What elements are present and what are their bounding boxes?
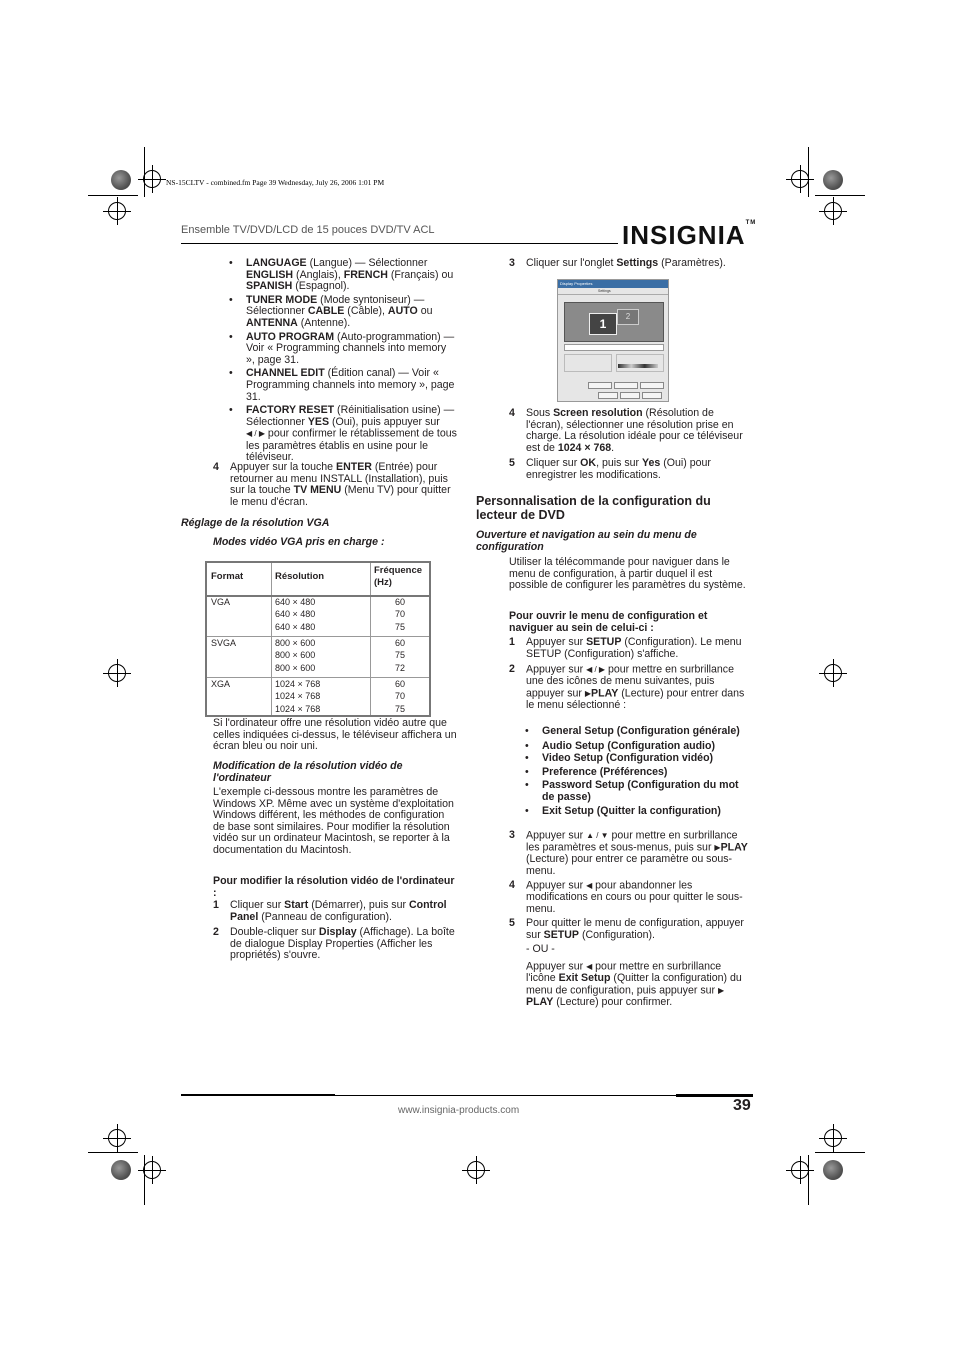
table-cell: 60 70 75 [395,597,406,632]
registration-mark [791,1161,809,1179]
play-icon: ▶ [584,688,592,698]
right-d6: Appuyer sur ◀ pour mettre en surbrillance l'icône Exit Setup (Quitter la configuration) du menu de configuration, puis appuyer sur ▶PLAY (Lecture) pour confirmer. [526,960,742,1008]
insignia-logo: INSIGNIA™ [622,220,757,250]
color-target [823,1160,843,1180]
color-target [823,170,843,190]
color-target [111,1160,131,1180]
left-step-1: 1 Cliquer sur Start (Démarrer), puis sur Control Panel (Panneau de configuration). [213,899,447,923]
list-item: • Preference (Préférences) [525,767,749,779]
registration-mark [108,202,126,220]
page-number: 39 [733,1097,751,1114]
footer-url: www.insignia-products.com [398,1105,520,1116]
paragraph: L'exemple ci-dessous montre les paramètres de Windows XP. Même avec un système d'exploitation Windows différent, les méthodes de configuration de base sont similaires. Pour modifier la résolution vidéo sur un ordinateur Macintosh, se reporter à la documentation du Macintosh. [213,786,454,856]
right-step-4: 4 Sous Screen resolution (Résolution de l'écran), sélectionner une résolution prise en charge. La résolution idéale pour ce téléviseur est de 1024 × 768. [509,407,743,454]
left-right-arrow-icon: ◀ / ▶ [586,665,606,674]
header-title: Ensemble TV/DVD/LCD de 15 pouces DVD/TV ACL [181,224,435,236]
left-arrow-icon: ◀ [586,881,593,890]
left-step-2: 2 Double-cliquer sur Display (Affichage). La boîte de dialogue Display Properties (Afficher les propriétés) s'ouvre. [213,926,455,962]
list-item: • CHANNEL EDIT (Édition canal) — Voir « Programming channels into memory », page 31. [229,368,457,403]
table-cell: 1024 × 768 1024 × 768 1024 × 768 [275,679,321,714]
list-item: • TUNER MODE (Mode syntoniseur) — Sélectionner CABLE (Câble), AUTO ou ANTENNA (Antenne). [229,295,457,330]
table-cell: 60 75 72 [395,638,406,673]
left-arrow-icon: ◀ [586,962,593,971]
list-item: • Audio Setup (Configuration audio) [525,741,749,753]
file-info: NS-15CLTV - combined.fm Page 39 Wednesday, July 26, 2006 1:01 PM [166,178,385,187]
list-item: • Video Setup (Configuration vidéo) [525,753,749,765]
registration-mark [791,170,809,188]
list-item: • LANGUAGE (Langue) — Sélectionner ENGLISH (Anglais), FRENCH (Français) ou SPANISH (Espagnol). [229,258,457,293]
monitor-2: 2 [617,309,639,325]
registration-mark [143,170,161,188]
table-header: Format [211,571,244,582]
registration-mark [824,202,842,220]
list-item: • AUTO PROGRAM (Auto-programmation) — Voir « Programming channels into memory », page 31. [229,332,457,367]
registration-mark [108,664,126,682]
left-step-4: 4 Appuyer sur la touche ENTER (Entrée) pour retourner au menu INSTALL (Installation), puis sur la touche TV MENU (Menu TV) pour quitter le menu d'écran. [213,461,451,508]
heading-vga: Réglage de la résolution VGA [181,517,330,529]
play-icon: ▶ [714,843,721,853]
heading-pour-ouvrir: Pour ouvrir le menu de configuration et naviguer au sein de celui-ci : [509,610,708,634]
right-d1: 1 Appuyer sur SETUP (Configuration). Le menu SETUP (Configuration) s'affiche. [509,636,742,660]
table-cell: SVGA [211,638,237,648]
color-target [111,170,131,190]
list-item: • Password Setup (Configuration du mot de passe) [525,780,749,803]
vga-table [205,561,431,717]
list-item: • Exit Setup (Quitter la configuration) [525,806,749,818]
up-down-arrow-icon: ▲ / ▼ [586,831,609,840]
right-d3: 3 Appuyer sur ▲ / ▼ pour mettre en surbrillance les paramètres et sous-menus, puis sur ▶PLAY (Lecture) pour entrer ce paramètre ou sous-menu. [509,829,748,877]
table-header: Fréquence (Hz) [374,565,423,588]
heading-pour: Pour modifier la résolution vidéo de l'ordinateur : [213,875,455,899]
or-text: - OU - [526,943,555,955]
table-cell: 640 × 480 640 × 480 640 × 480 [275,597,316,632]
left-column [229,258,457,464]
right-d4: 4 Appuyer sur ◀ pour abandonner les modifications en cours ou pour quitter le sous-menu. [509,879,743,915]
list-item: • General Setup (Configuration générale) [525,726,749,738]
heading-ouverture: Ouverture et navigation au sein du menu de configuration [476,529,697,553]
paragraph: Utiliser la télécommande pour naviguer dans le menu de configuration, à partir duquel il est possible de configurer les paramètres du système. [509,556,746,592]
heading-modes: Modes vidéo VGA pris en charge : [213,536,385,548]
left-right-arrow-icon: ◀ / ▶ [246,429,265,439]
play-icon: ▶ [717,985,725,995]
registration-mark [143,1161,161,1179]
table-cell: 800 × 600 800 × 600 800 × 600 [275,638,316,673]
table-header: Résolution [275,571,325,582]
right-d5: 5 Pour quitter le menu de configuration, appuyer sur SETUP (Configuration). [509,917,744,941]
heading-personnalisation: Personnalisation de la configuration du lecteur de DVD [476,494,711,522]
registration-mark [467,1161,485,1179]
paragraph: Si l'ordinateur offre une résolution vidéo autre que celles indiquées ci-dessus, le téléviseur affichera un écran bleu ou noir uni. [213,717,457,753]
monitor-1: 1 [589,313,617,335]
header-rule [181,243,618,244]
menu-list [525,726,749,817]
registration-mark [824,1129,842,1147]
heading-modification: Modification de la résolution vidéo de l'ordinateur [213,760,403,784]
table-cell: XGA [211,679,231,689]
registration-mark [108,1129,126,1147]
table-cell: VGA [211,597,231,607]
display-properties-screenshot: Display Properties Settings 1 2 [557,279,669,402]
footer-rule [181,1095,753,1096]
registration-mark [824,664,842,682]
right-step-3: 3 Cliquer sur l'onglet Settings (Paramètres). [509,257,726,269]
right-d2: 2 Appuyer sur ◀ / ▶ pour mettre en surbrillance une des icônes de menu suivantes, puis appuyer sur ▶PLAY (Lecture) pour entrer dans le menu sélectionné : [509,663,745,711]
table-cell: 60 70 75 [395,679,406,714]
right-step-5: 5 Cliquer sur OK, puis sur Yes (Oui) pour enregistrer les modifications. [509,457,711,481]
list-item: • FACTORY RESET (Réinitialisation usine) — Sélectionner YES (Oui), puis appuyer sur ◀ / ▶ pour confirmer le rétablissement de tous les paramètres établis en usine pour le téléviseur. [229,405,457,464]
